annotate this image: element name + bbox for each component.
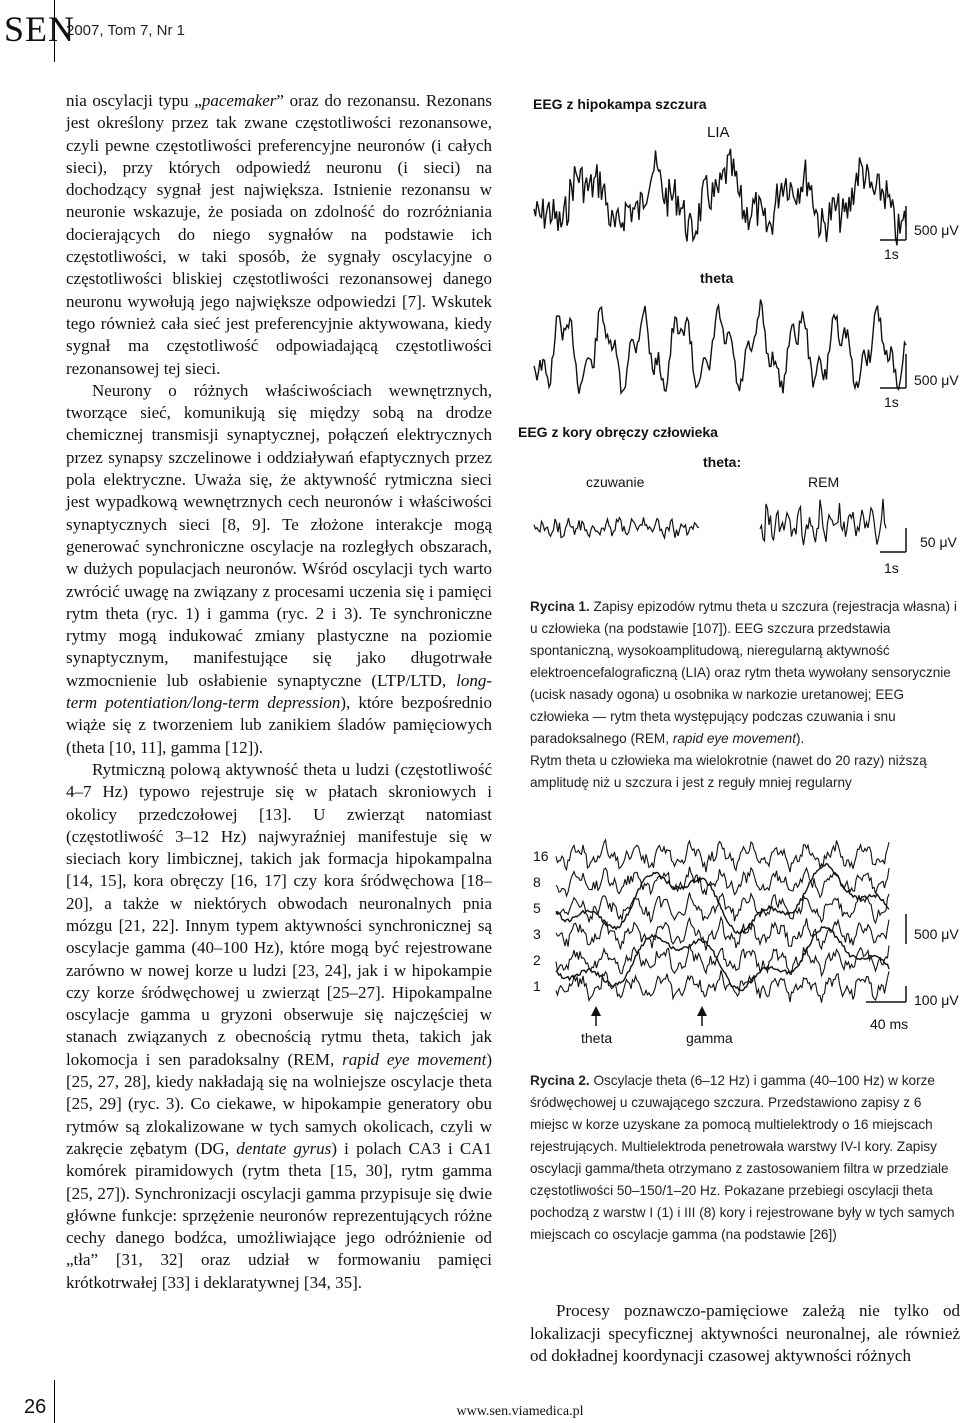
figure2-scale-amp-1: 500 μV — [914, 926, 959, 942]
figure2-scale-amp-2: 100 μV — [914, 992, 959, 1008]
figure1-scale-amp-1: 500 μV — [914, 222, 959, 238]
lfp-trace-channel — [556, 840, 889, 872]
figure2-channel-label: 5 — [533, 900, 541, 916]
text-span: Oscylacje theta (6–12 Hz) i gamma (40–100 Hz) w korze śródwęchowej u czuwającego szczura. Przedstawiono zapisy z 6 miejsc w korze uzyskane za pomocą multielektrody o 16 miejscach rejestrujących. Multielektroda penetrowała warstwy IV-I kory. Zapisy oscylacji gamma/theta otrzymano z zastosowaniem filtra w przedziale częstotliwości 50–150/1–20 Hz. Pokazane przebiegi oscylacji theta pochodzą z warstw I (1) i III (8) kory i rejestrowane były w tych samych miejscach co oscylacje gamma (na podstawie [26]) — [530, 1073, 955, 1242]
figure1-label-lia: LIA — [707, 124, 730, 141]
footer-url — [0, 1404, 960, 1420]
italic-term-rem: rapid eye movement — [672, 731, 796, 746]
text-span: ” oraz do rezonansu. Rezonans jest określony przez tak zwane częstotliwości rezonansowe, czyli pewne częstotliwości preferencyjne neuronów (i całych sieci), przy których odpowiedź neuronu (i sieci) na dochodzący sygnał jest największa. Istnienie rezonansu w neuronie wskazuje, że posiada on zdolność do rozróżniania docierających do niego sygnałów na podstawie ich częstotliwości, w taki sposób, że sygnały oscylacyjne o częstotliwości bliskiej częstotliwości rezonansowej danego neuronu wywołują jego największe odpowiedzi [7]. Wskutek tego również cała sieć jest preferencyjnie aktywowana, kiedy sygnał ma częstotliwość odpowiadającą częstotliwości rezonansowej tej sieci. — [66, 91, 492, 378]
text-span: Neurony o różnych właściwościach wewnętrznych, tworzące sieć, komunikują się między sobą na drodze chemicznej transmisji synaptycznej, połączeń elektrycznych przez synapsy szczelinowe i oddziaływań efaptycznych przez pola elektryczne. Uważa się, że aktywność rytmiczna sieci jest wypadkową wewnętrznych cech neuronów i właściwości synaptycznych sieci [8, 9]. Te złożone interakcje mogą generować synchroniczne oscylacje na rozległych obszarach, w dużych populacjach neuronów. Wśród oscylacji tych warto zwrócić uwagę na związany z procesami uczenia się i pamięci rytm theta (ryc. 1) i gamma (ryc. 2 i 3). Te synchroniczne rytmy mogą indukować zmiany plastyczne na poziomie synaptycznym, manifestujące się jako długotrwałe wzmocnienie lub osłabienie synaptyczne (LTP/LTD, — [66, 380, 492, 690]
figure1-label-theta-human: theta: — [703, 454, 742, 470]
figure2-caption — [530, 1070, 960, 1246]
figure2-channel-label: 1 — [533, 978, 541, 994]
italic-term-dentate-gyrus: dentate gyrus — [236, 1138, 332, 1158]
gamma-arrow-head — [697, 1006, 707, 1016]
figure1-title-rat: EEG z hipokampa szczura — [533, 96, 707, 112]
figure1-label-theta: theta — [700, 270, 734, 286]
italic-term-pacemaker: pacemaker — [201, 91, 277, 110]
figure2-arrow-label-gamma: gamma — [686, 1030, 733, 1046]
paragraph: Procesy poznawczo-pamięciowe zależą nie tylko od lokalizacji specyficznej aktywności neuronalnej, ale również od dokładnej koordynacji czasowej aktywności różnych — [530, 1301, 960, 1365]
italic-term-ltp-ltd: long-term potentiation/long-term depression — [66, 670, 492, 713]
lfp-trace-channel — [556, 867, 889, 898]
lfp-trace-channel — [556, 970, 889, 1002]
text-span: ) i polach CA3 i CA1 komórek piramidowych (rytm theta [15, 30], rytm gamma [25, 27]). Synchronizacji oscylacji gamma przypisuje się dwie główne funkcje: sprzężenie neuronów reprezentujących różne cechy danego bodźca, umożliwiające jego odróżnienie od „tła” [31, 32] oraz udział w formowaniu pamięci krótkotrwałej [33] i deklaratywnej [34, 35]. — [66, 1138, 492, 1292]
figure1-scale-time-3: 1s — [884, 560, 899, 576]
figure1-title-human: EEG z kory obręczy człowieka — [518, 424, 718, 440]
figure2-scale-time: 40 ms — [870, 1016, 909, 1032]
figure2-channel-label: 3 — [533, 926, 541, 942]
theta-arrow-head — [591, 1006, 601, 1016]
figure1-label-awake: czuwanie — [586, 474, 645, 490]
figure1-label-rem: REM — [808, 474, 840, 490]
figure2-arrow-label-theta: theta — [581, 1030, 613, 1046]
figure1-caption-label: Rycina 1. — [530, 599, 590, 614]
footer-url-text: www.sen.viamedica.pl — [456, 1404, 584, 1419]
figure1-scale-amp-2: 500 μV — [914, 372, 959, 388]
figure1-scale-time-2: 1s — [884, 394, 899, 410]
text-span: Rytmiczną polową aktywność theta u ludzi (częstotliwość 4–7 Hz) typowo rejestruje się w płatach skroniowych i okolicy przedczołowej [13]. U zwierząt natomiast (częstotliwość 3–12 Hz) najwyraźniej manifestuje się w sieciach kory limbicznej, takich jak formacja hipokampalna [14, 15], kora obręczy [16, 17] czy kora śródwęchowa [18–20], a także w niektórych obwodach neuronalnych pnia mózgu [21, 22]. Innym typem aktywności synchronicznej są oscylacje gamma (40–100 Hz), które mogą być rejestrowane zarówno w nowej korze u ludzi [23, 24], jak i w hipokampie czy korze śródwęchowej u zwierząt [25–27]. Hipokampalne oscylacje gamma u gryzoni obserwuje się najczęściej w stanach związanych z obecnością rytmu theta, takich jak lokomocja i sen paradoksalny (REM, — [66, 759, 492, 1069]
figure2-channel-label: 2 — [533, 952, 541, 968]
journal-logo: SEN — [4, 9, 76, 49]
figure1-caption-note: Rytm theta u człowieka ma wielokrotnie (nawet do 20 razy) niższą amplitudę niż u szczura i jest z reguły mniej regularny — [530, 753, 927, 790]
body-text-right-column — [530, 1300, 960, 1368]
journal-issue: 2007, Tom 7, Nr 1 — [66, 22, 185, 39]
figure2-channel-label: 8 — [533, 874, 541, 890]
figure1-scale-amp-3: 50 μV — [920, 534, 957, 550]
text-span: ). — [795, 731, 805, 746]
text-span: Zapisy epizodów rytmu theta u szczura (rejestracja własna) i u człowieka (na podstawie [107]). EEG szczura przedstawia spontaniczną, wysokoamplitudową, nieregularną aktywność elektroencefalograficzną (LIA) oraz rytm theta wywołany sensorycznie (ucisk nasady ogona) u osobnika w narkozie uretanowej; EEG człowieka — rytm theta występujący podczas czuwania i snu paradoksalnego (REM, — [530, 599, 957, 746]
page-number: 26 — [24, 1396, 47, 1418]
text-span: nia oscylacji typu „ — [66, 91, 202, 110]
figure2-channel-label: 16 — [533, 848, 549, 864]
text-span: ), które bezpośrednio wiąże się z tworzeniem lub zanikiem śladów pamięciowych (theta [10, 11], gamma [12]). — [66, 693, 493, 757]
figure2-caption-label: Rycina 2. — [530, 1073, 590, 1088]
figure1-scale-time-1: 1s — [884, 246, 899, 262]
text-span: ) [25, 27, 28], kiedy nakładają się na wolniejsze oscylacje theta [25, 29] (ryc. 3). Co ciekawe, w hipokampie generatory obu rytmów są zlokalizowane w tych samych okolicach, czyli w zakręcie zębatym (DG, — [66, 1049, 492, 1158]
lfp-trace-channel — [556, 893, 889, 923]
italic-term-rem: rapid eye movement — [342, 1049, 487, 1069]
